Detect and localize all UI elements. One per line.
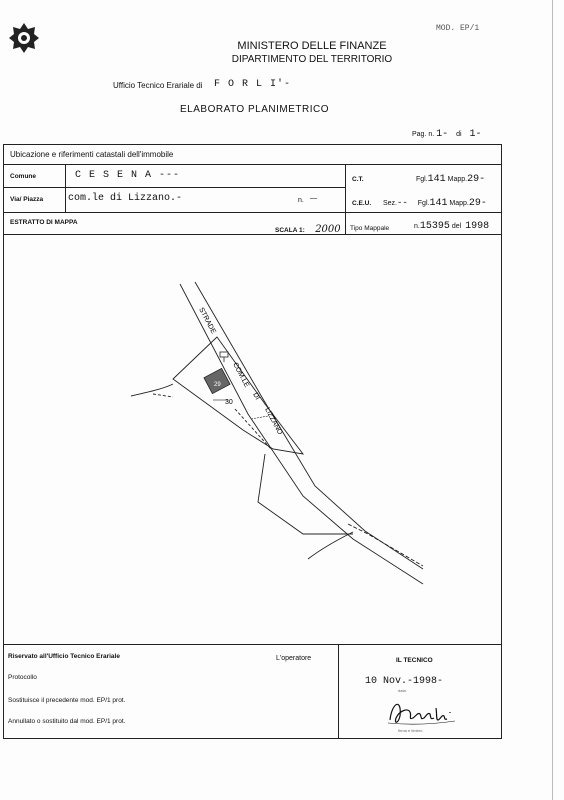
ceu-refs: Sez.-- Fgl.141 Mapp.29- — [383, 198, 487, 209]
comune-value: C E S E N A --- — [75, 170, 181, 181]
road-label-lizzano: LIZZANO — [263, 406, 284, 437]
cadastral-map — [3, 234, 502, 644]
reserved-label: Riservato all'Ufficio Tecnico Erariale — [8, 653, 120, 660]
via-label: Via/ Piazza — [10, 196, 44, 203]
office-label: Ufficio Tecnico Erariale di — [113, 81, 203, 90]
road-branch — [308, 532, 353, 559]
annullato-label: Annullato o sostituito dal mod. EP/1 prot. — [8, 718, 126, 725]
road-label-strade: STRADE — [197, 306, 217, 336]
parcel-number: 29 — [214, 382, 221, 388]
ct-label: C.T. — [352, 176, 364, 183]
tipo-mappale-label: Tipo Mappale — [350, 225, 390, 232]
estratto-label: ESTRATTO DI MAPPA — [10, 219, 78, 226]
department-title: DIPARTIMENTO DEL TERRITORIO — [231, 54, 393, 65]
protocollo-label: Protocollo — [8, 674, 37, 681]
doc-code: MOD. EP/1 — [436, 24, 480, 33]
lot-line-south — [258, 454, 353, 534]
dimension-label: 30 — [225, 399, 233, 406]
small-structure — [220, 352, 228, 357]
ceu-label: C.E.U. — [352, 200, 372, 207]
civico-value: — — [310, 195, 317, 202]
road-label-di: DI — [251, 391, 261, 402]
page-title: ELABORATO PLANIMETRICO — [180, 104, 329, 115]
road-edge-left — [180, 284, 423, 584]
road-edge-right — [195, 282, 423, 569]
date-caption: data — [398, 688, 406, 693]
ministry-title: MINISTERO DELLE FINANZE — [237, 40, 387, 52]
comune-label: Comune — [10, 173, 36, 180]
page-number: Pag. n. 1- di 1- — [412, 129, 482, 140]
tipo-mappale-refs: n.15395 del 1998 — [414, 221, 490, 232]
page-edge — [552, 0, 553, 800]
technician-signature — [380, 690, 470, 735]
office-city: F O R L I'- — [214, 79, 292, 90]
location-section-title: Ubicazione e riferimenti catastali dell'immobile — [10, 150, 174, 159]
lot-line-west — [131, 384, 173, 396]
road-label-comle: COM.LE — [231, 361, 251, 389]
scala: SCALA 1: 2000 — [275, 224, 341, 235]
lot-line-dashed — [153, 394, 173, 397]
operator-label: L'operatore — [276, 655, 312, 662]
field-line — [235, 409, 271, 449]
signature-caption: firma e timbro — [398, 728, 423, 733]
tecnico-label: IL TECNICO — [396, 657, 433, 664]
signature-date: 10 Nov.-1998- — [365, 676, 444, 687]
civico-label: n. — [298, 197, 304, 204]
via-value: com.le di Lizzano.- — [68, 193, 183, 204]
sostituisce-label: Sostituisce il precedente mod. EP/1 prot. — [8, 697, 126, 704]
ct-refs: Fgl.141 Mapp.29- — [416, 174, 486, 185]
